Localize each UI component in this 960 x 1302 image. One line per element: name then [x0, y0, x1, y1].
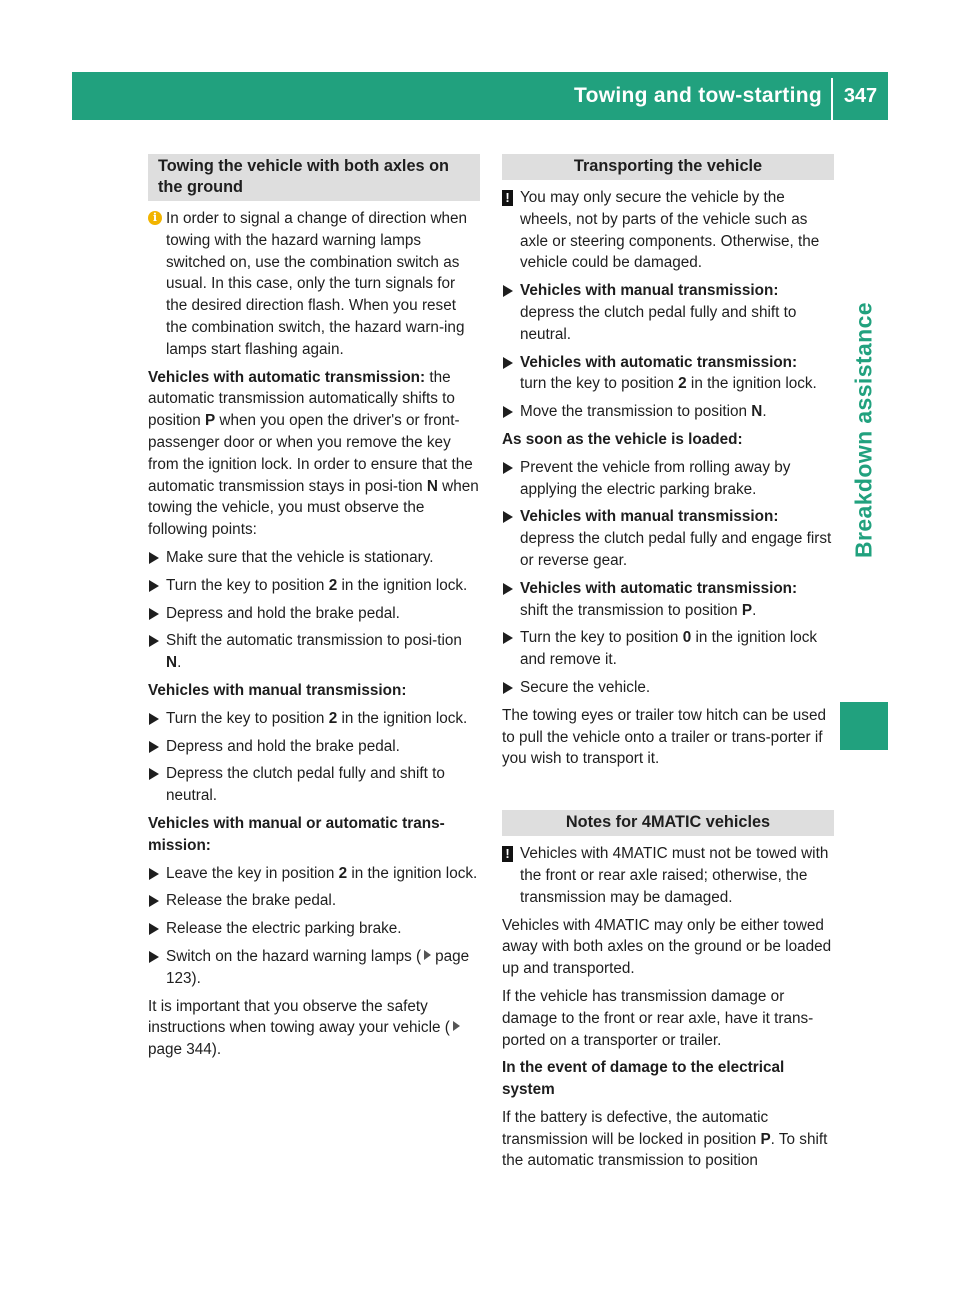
step-arrow-icon — [503, 285, 513, 297]
list-item: Leave the key in position 2 in the ignition lock. — [148, 863, 480, 885]
step-arrow-icon — [149, 951, 159, 963]
chapter-tab-label: Breakdown assistance — [850, 301, 877, 559]
list-item: Depress and hold the brake pedal. — [148, 603, 480, 625]
step-arrow-icon — [503, 632, 513, 644]
electrical-damage-subheading: In the event of damage to the electrical system — [502, 1059, 785, 1099]
list-item: Turn the key to position 0 in the ignition lock and remove it. — [502, 627, 834, 671]
step-arrow-icon — [149, 768, 159, 780]
page-reference-link[interactable]: page 123). — [166, 947, 470, 987]
list-item: Shift the automatic transmission to posi-tion N. — [148, 630, 480, 674]
list-item: Vehicles with manual transmission: depress the clutch pedal fully and engage first or reverse gear. — [502, 506, 834, 571]
section-heading-transporting: Transporting the vehicle — [502, 154, 834, 180]
warning-icon: ! — [502, 846, 513, 862]
step-arrow-icon — [149, 608, 159, 620]
warning-note-4matic: ! Vehicles with 4MATIC must not be towed with the front or rear axle raised; otherwise, the transmission may be damaged. — [502, 843, 834, 908]
chapter-tab — [840, 120, 888, 680]
list-item: Release the electric parking brake. — [148, 918, 480, 940]
page-title: Towing and tow-starting — [574, 84, 822, 107]
step-arrow-icon — [149, 895, 159, 907]
section-heading-towing: Towing the vehicle with both axles on the ground — [148, 154, 480, 201]
step-arrow-icon — [503, 511, 513, 523]
paragraph: Vehicles with 4MATIC may only be either towed away with both axles on the ground or be loaded up and transported. — [502, 916, 832, 978]
list-item: Vehicles with automatic transmission: turn the key to position 2 in the ignition lock. — [502, 352, 834, 396]
auto-intro-paragraph: Vehicles with automatic transmission: the automatic transmission automatically shifts to position P when you open the driver's or front-passenger door or when you remove the key from the ignition lock. In order to ensure that the automatic transmission stays in posi-tion N when towing the vehicle, you must observe the following points: — [148, 368, 479, 539]
list-item: Vehicles with automatic transmission: shift the transmission to position P. — [502, 578, 834, 622]
step-arrow-icon — [149, 923, 159, 935]
step-arrow-icon — [503, 406, 513, 418]
step-arrow-icon — [149, 635, 159, 647]
page-ref-icon — [424, 950, 431, 960]
manual-or-auto-subheading: Vehicles with manual or automatic trans-mission: — [148, 814, 445, 854]
step-arrow-icon — [149, 868, 159, 880]
section-heading-4matic: Notes for 4MATIC vehicles — [502, 810, 834, 836]
list-item: Depress the clutch pedal fully and shift to neutral. — [148, 763, 480, 807]
list-item: Move the transmission to position N. — [502, 401, 834, 423]
info-icon: i — [148, 211, 162, 225]
step-arrow-icon — [503, 682, 513, 694]
warning-note: ! You may only secure the vehicle by the wheels, not by parts of the vehicle such as axle or steering components. Otherwise, the vehicle could be damaged. — [502, 187, 834, 274]
list-item: Turn the key to position 2 in the ignition lock. — [148, 708, 480, 730]
step-arrow-icon — [503, 462, 513, 474]
page-number: 347 — [843, 85, 878, 107]
header-bar — [72, 72, 888, 120]
left-column — [148, 154, 480, 1067]
list-item: Secure the vehicle. — [502, 677, 834, 699]
list-item: Release the brake pedal. — [148, 890, 480, 912]
step-arrow-icon — [149, 741, 159, 753]
chapter-marker-block — [840, 702, 888, 750]
info-note: i In order to signal a change of direction when towing with the hazard warning lamps switched on, use the combination switch as usual. In this case, only the turn signals for the desired direction flash. When you reset the combination switch, the hazard warn-ing lamps start flashing again. — [148, 208, 480, 361]
page-reference-link[interactable]: page 344). — [148, 1041, 222, 1059]
step-arrow-icon — [503, 357, 513, 369]
loaded-subheading: As soon as the vehicle is loaded: — [502, 430, 743, 448]
list-item: Switch on the hazard warning lamps ( page 123). — [148, 946, 480, 990]
manual-subheading: Vehicles with manual transmission: — [148, 681, 407, 699]
paragraph: If the battery is defective, the automatic transmission will be locked in position P. To shift the automatic transmission to position — [502, 1108, 828, 1170]
list-item: Prevent the vehicle from rolling away by applying the electric parking brake. — [502, 457, 834, 501]
warning-icon: ! — [502, 190, 513, 206]
list-item: Turn the key to position 2 in the ignition lock. — [148, 575, 480, 597]
closing-paragraph: It is important that you observe the safety instructions when towing away your vehicle (page 344). — [148, 996, 480, 1061]
step-arrow-icon — [149, 552, 159, 564]
list-item: Make sure that the vehicle is stationary. — [148, 547, 480, 569]
towing-eyes-paragraph: The towing eyes or trailer tow hitch can be used to pull the vehicle onto a trailer or trans-porter if you wish to transport it. — [502, 706, 826, 768]
page-ref-icon — [453, 1021, 460, 1031]
list-item: Vehicles with manual transmission: depress the clutch pedal fully and shift to neutral. — [502, 280, 834, 345]
paragraph: If the vehicle has transmission damage or damage to the front or rear axle, have it trans-ported on a transporter or trailer. — [502, 987, 814, 1049]
list-item: Depress and hold the brake pedal. — [148, 736, 480, 758]
step-arrow-icon — [149, 580, 159, 592]
right-column — [502, 154, 834, 1178]
step-arrow-icon — [503, 583, 513, 595]
step-arrow-icon — [149, 713, 159, 725]
